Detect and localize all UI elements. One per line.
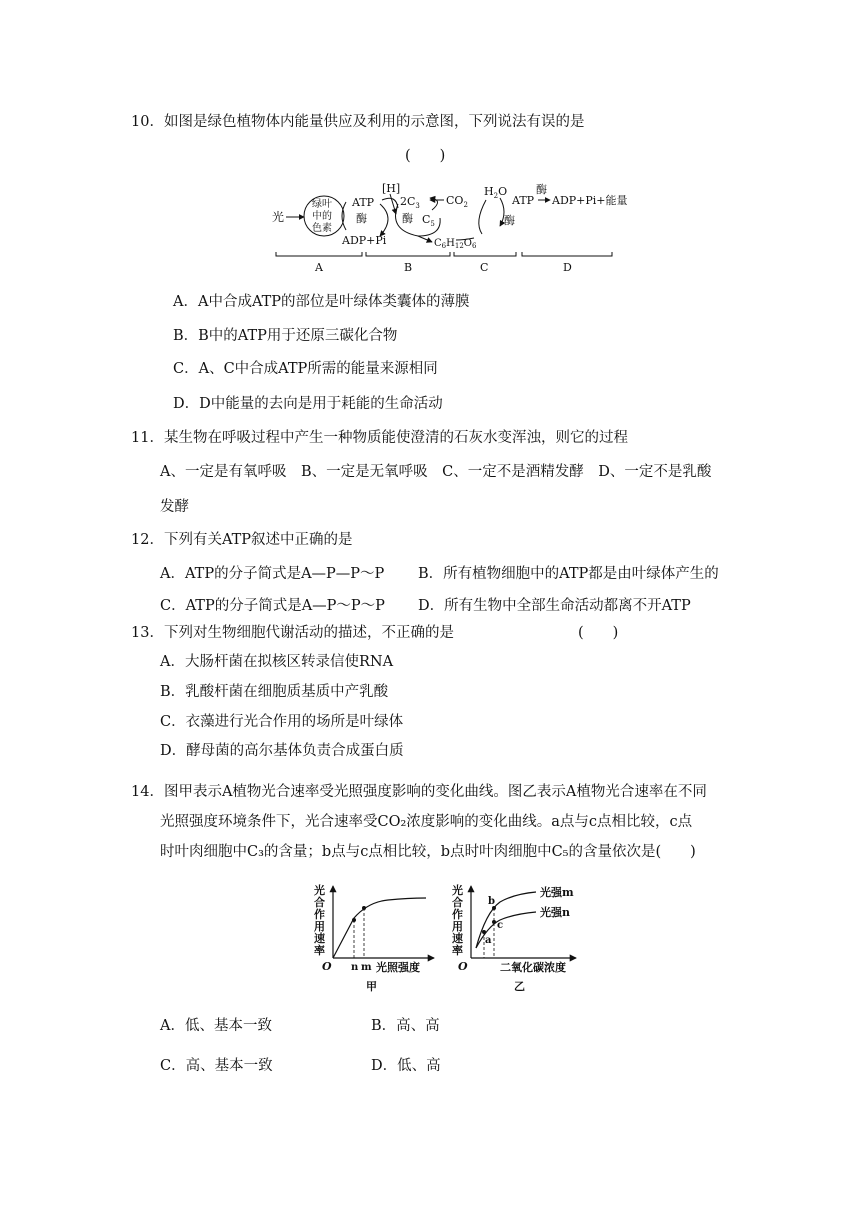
yi-label-b: b [488, 896, 495, 907]
q14-line-2: 光照强度环境条件下，光合速率受CO₂浓度影响的变化曲线。a点与c点相比较，c点 [160, 814, 693, 830]
jia-xlabel: 光照强度 [376, 961, 420, 974]
q14-option-d: D．低、高 [371, 1058, 441, 1074]
yi-origin: O [458, 960, 468, 973]
q14-option-c: C．高、基本一致 [160, 1058, 273, 1074]
q14-line-1: 14．图甲表示A植物光合速率受光照强度影响的变化曲线。图乙表示A植物光合速率在不同 [131, 784, 707, 800]
q14-option-b: B．高、高 [371, 1018, 440, 1034]
q10-option-d: D．D中能量的去向是用于耗能的生命活动 [173, 396, 443, 412]
jia-curve [333, 898, 426, 958]
yi-caption: 乙 [514, 980, 525, 993]
jia-ylabel-3: 作 [314, 908, 325, 921]
segment-c: C [480, 261, 489, 274]
glucose-label: $C_6H_{12}O_6$ [434, 238, 477, 250]
atp-label-a: ATP [352, 196, 375, 209]
q12-option-d: D．所有生物中全部生命活动都离不开ATP [418, 598, 691, 614]
yi-label-c: c [497, 920, 504, 931]
q13-option-b: B．乳酸杆菌在细胞质基质中产乳酸 [160, 684, 389, 700]
yi-ylabel-5: 速 [452, 932, 463, 945]
jia-ylabel-4: 用 [314, 920, 325, 933]
jia-tick-n: n [351, 962, 359, 973]
q10-option-b: B．B中的ATP用于还原三碳化合物 [173, 328, 398, 344]
yi-curve-m-label: 光强m [540, 886, 574, 899]
q11-options-cont: 发酵 [160, 499, 189, 515]
jia-ylabel-6: 率 [314, 944, 325, 957]
segment-a: A [315, 261, 323, 274]
c5-label: $C_5$ [422, 213, 435, 228]
yi-label-a: a [485, 935, 492, 946]
q13-option-a: A．大肠杆菌在拟核区转录信使RNA [160, 654, 394, 670]
jia-caption: 甲 [366, 980, 377, 993]
q14-line-3: 时叶肉细胞中C₃的含量；b点与c点相比较，b点时叶肉细胞中C₅的含量依次是( ) [160, 844, 696, 860]
pigment-label-3: 色素 [312, 223, 332, 234]
yi-curve-n-label: 光强n [540, 906, 570, 919]
atp-label-d: ATP [512, 194, 535, 207]
q10-option-a: A．A中合成ATP的部位是叶绿体类囊体的薄膜 [173, 294, 470, 310]
yi-ylabel-4: 用 [452, 920, 463, 933]
q12-stem: 12．下列有关ATP叙述中正确的是 [131, 532, 353, 548]
q13-option-d: D．酵母菌的高尔基体负责合成蛋白质 [160, 743, 404, 759]
jia-tick-m: m [361, 962, 372, 973]
q13-option-c: C．衣藻进行光合作用的场所是叶绿体 [160, 714, 404, 730]
water-label: $H_2O$ [484, 185, 508, 200]
yi-xlabel: 二氧化碳浓度 [500, 961, 566, 974]
pigment-label-2: 中的 [312, 211, 332, 222]
adp-pi-label: ADP+Pi [342, 234, 387, 247]
light-label: 光 [272, 210, 285, 224]
jia-ylabel-2: 合 [314, 896, 325, 909]
q12-option-b: B．所有植物细胞中的ATP都是由叶绿体产生的 [418, 566, 719, 582]
pigment-label-1: 绿叶 [312, 199, 332, 210]
jia-origin: O [322, 960, 332, 973]
enzyme-label-b: 酶 [402, 212, 413, 225]
energy-flow-diagram [268, 178, 628, 278]
q13-stem: 13．下列对生物细胞代谢活动的描述，不正确的是 [131, 625, 454, 641]
yi-ylabel-3: 作 [452, 908, 463, 921]
yi-ylabel-6: 率 [452, 944, 463, 957]
enzyme-label-c: 酶 [504, 214, 515, 227]
segment-d: D [563, 261, 572, 274]
chart-yi [448, 880, 588, 995]
q13-answer-paren: ( ) [578, 625, 619, 641]
q14-option-a: A．低、基本一致 [160, 1018, 272, 1034]
q12-option-a: A．ATP的分子简式是A—P—P～P [160, 566, 385, 582]
jia-ylabel-1: 光 [314, 884, 325, 897]
q10-answer-paren: ( ) [405, 148, 446, 164]
enzyme-label-d: 酶 [536, 183, 547, 196]
q11-stem: 11．某生物在呼吸过程中产生一种物质能使澄清的石灰水变浑浊，则它的过程 [131, 430, 628, 446]
energy-label: ADP+Pi+能量 [552, 194, 628, 207]
co2-label: $CO_2$ [446, 194, 468, 209]
h-label: [H] [382, 182, 401, 195]
yi-ylabel-1: 光 [452, 884, 463, 897]
jia-ylabel-5: 速 [314, 932, 325, 945]
c3-label: $2C_3$ [400, 195, 420, 210]
q11-options: A、一定是有氧呼吸 B、一定是无氧呼吸 C、一定不是酒精发酵 D、一定不是乳酸 [160, 464, 712, 480]
q10-option-c: C．A、C中合成ATP所需的能量来源相同 [173, 361, 438, 377]
chart-jia [308, 880, 448, 995]
q10-stem: 10．如图是绿色植物体内能量供应及利用的示意图，下列说法有误的是 [131, 114, 585, 130]
enzyme-label-a: 酶 [356, 212, 367, 225]
segment-b: B [404, 261, 413, 274]
q12-option-c: C．ATP的分子简式是A—P～P～P [160, 598, 385, 614]
yi-ylabel-2: 合 [452, 896, 463, 909]
